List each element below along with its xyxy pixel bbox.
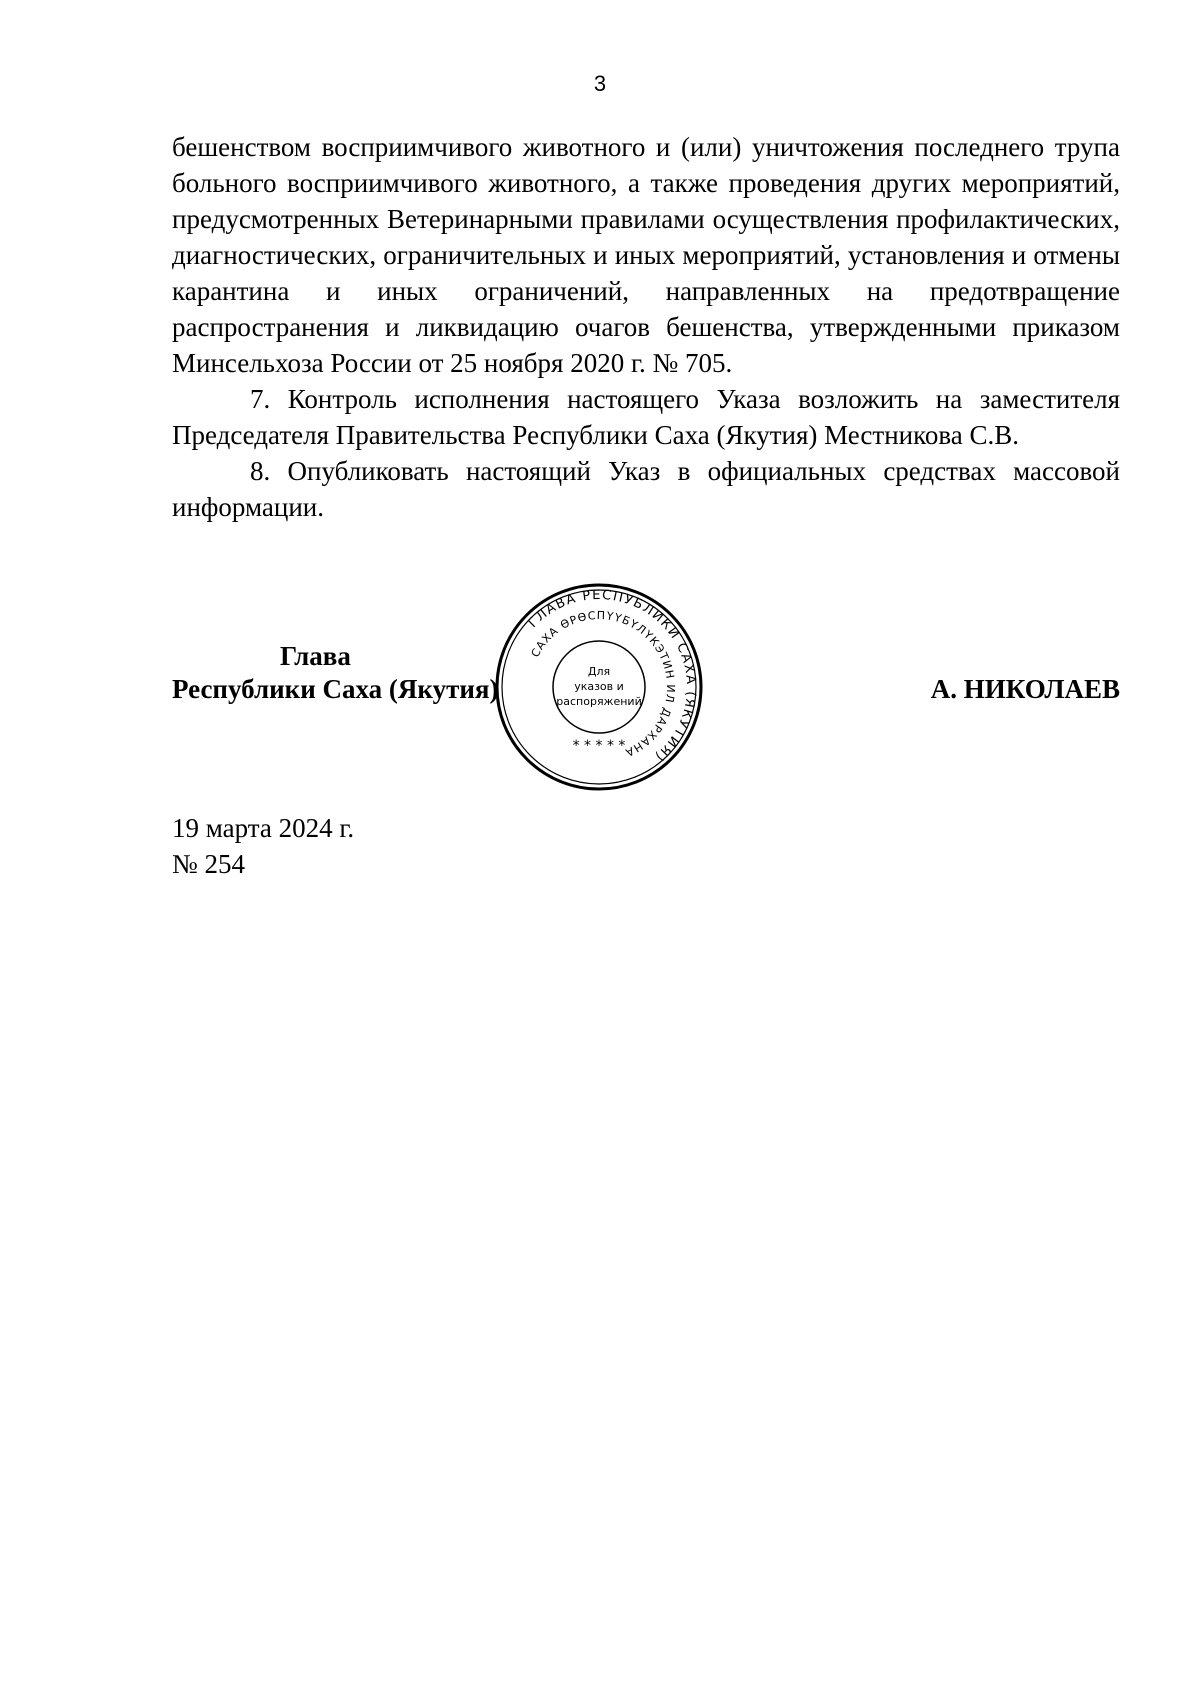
document-body [172,129,1120,525]
paragraph-continuation: бешенством восприимчивого животного и (или) уничтожения последнего трупа больного восприимчивого животного, а также проведения других мероприятий, предусмотренных Ветеринарными правилами осуществления профилактических, диагностических, ограничительных и иных мероприятий, установления и отмены карантина и иных ограничений, направленных на предотвращение распространения и ликвидацию очагов бешенства, утвержденными приказом Минсельхоза России от 25 ноября 2020 г. № 705. [172,132,1120,378]
signatory-title-region: Республики Саха (Якутия) [172,674,499,704]
paragraph-item-8: 8. Опубликовать настоящий Указ в официальных средствах массовой информации. [172,456,1120,522]
official-seal [494,582,704,792]
signatory-name: А. НИКОЛАЕВ [930,674,1120,704]
seal-stars: * * * * * [572,738,626,754]
seal-center-line3: распоряжений [556,695,642,708]
seal-center-line2: указов и [574,680,624,693]
seal-inner-text: САХА ӨРӨСПҮҮБҮЛҮКЭТИН ИЛ ДАРХАНА [528,608,678,760]
seal-center-line1: Для [587,665,611,678]
paragraph-item-7: 7. Контроль исполнения настоящего Указа возложить на заместителя Председателя Правительства Республики Саха (Якутия) Местникова С.В. [172,384,1120,450]
page-number: 3 [593,71,607,96]
seal-outer-text: ГЛАВА РЕСПУБЛИКИ САХА (ЯКУТИЯ) [525,587,699,765]
document-date: 19 марта 2024 г. [172,813,355,843]
document-number: № 254 [172,849,246,879]
signatory-title: Глава [280,641,351,671]
